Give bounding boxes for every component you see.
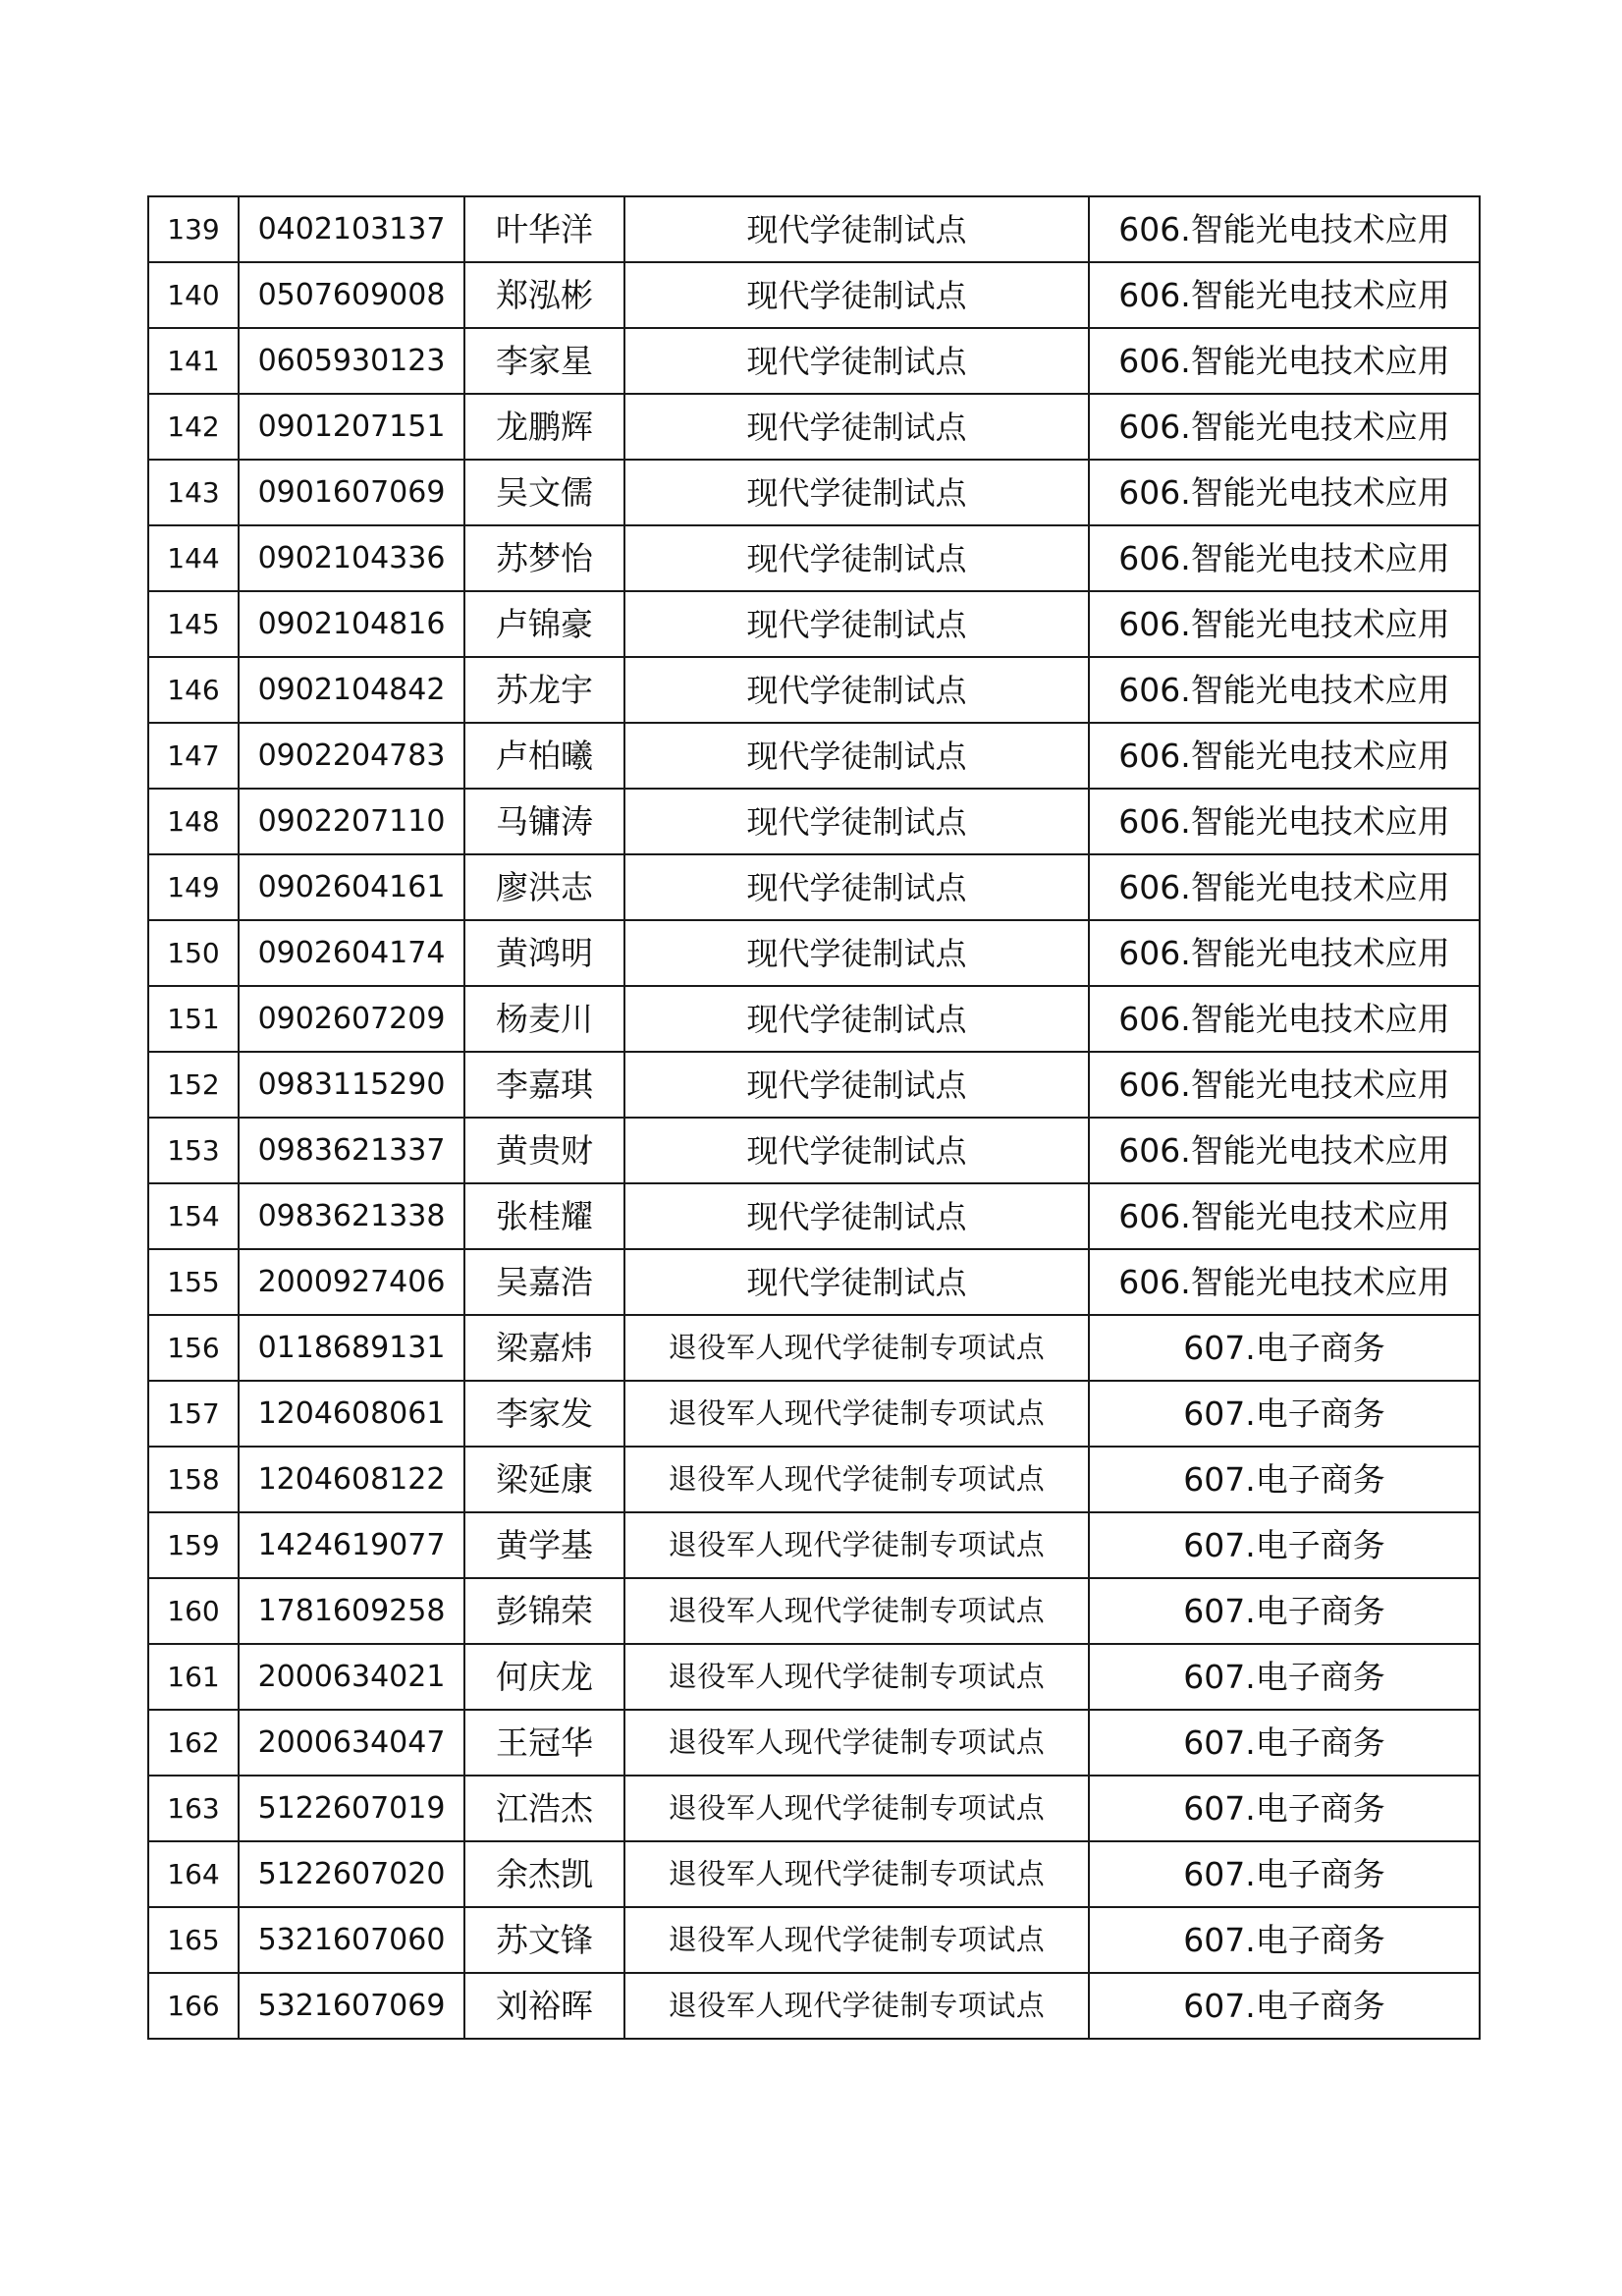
student-id-cell: 0901207151: [239, 394, 464, 460]
student-name-cell: 黄鸿明: [464, 920, 624, 986]
table-row: [148, 328, 1480, 394]
program-type-cell: 现代学徒制试点: [624, 196, 1089, 262]
table-row: [148, 920, 1480, 986]
student-id-cell: 0118689131: [239, 1315, 464, 1381]
major-cell: 607.电子商务: [1089, 1381, 1480, 1447]
row-number-cell: 152: [148, 1052, 239, 1118]
program-type-cell: 现代学徒制试点: [624, 1052, 1089, 1118]
program-type-cell: 现代学徒制试点: [624, 789, 1089, 854]
major-cell: 606.智能光电技术应用: [1089, 196, 1480, 262]
student-name-cell: 龙鹏辉: [464, 394, 624, 460]
row-number-cell: 153: [148, 1118, 239, 1183]
major-cell: 606.智能光电技术应用: [1089, 262, 1480, 328]
table-row: [148, 789, 1480, 854]
program-type-cell: 现代学徒制试点: [624, 723, 1089, 789]
row-number-cell: 151: [148, 986, 239, 1052]
major-cell: 607.电子商务: [1089, 1776, 1480, 1841]
student-name-cell: 黄贵财: [464, 1118, 624, 1183]
student-id-cell: 0902104816: [239, 591, 464, 657]
table-row: [148, 1644, 1480, 1710]
student-id-cell: 1424619077: [239, 1512, 464, 1578]
program-type-cell: 现代学徒制试点: [624, 262, 1089, 328]
table-row: [148, 1973, 1480, 2039]
table-row: [148, 591, 1480, 657]
row-number-cell: 160: [148, 1578, 239, 1644]
row-number-cell: 148: [148, 789, 239, 854]
table-row: [148, 394, 1480, 460]
student-name-cell: 苏梦怡: [464, 525, 624, 591]
student-id-cell: 0605930123: [239, 328, 464, 394]
student-name-cell: 吴文儒: [464, 460, 624, 525]
student-name-cell: 张桂耀: [464, 1183, 624, 1249]
program-type-cell: 现代学徒制试点: [624, 854, 1089, 920]
table-row: [148, 1512, 1480, 1578]
student-id-cell: 0902104842: [239, 657, 464, 723]
table-row: [148, 1841, 1480, 1907]
student-id-cell: 0902204783: [239, 723, 464, 789]
student-id-cell: 0902207110: [239, 789, 464, 854]
student-name-cell: 李嘉琪: [464, 1052, 624, 1118]
row-number-cell: 147: [148, 723, 239, 789]
student-name-cell: 何庆龙: [464, 1644, 624, 1710]
row-number-cell: 155: [148, 1249, 239, 1315]
major-cell: 606.智能光电技术应用: [1089, 657, 1480, 723]
row-number-cell: 162: [148, 1710, 239, 1776]
program-type-cell: 退役军人现代学徒制专项试点: [624, 1841, 1089, 1907]
student-id-cell: 2000634021: [239, 1644, 464, 1710]
student-name-cell: 梁嘉炜: [464, 1315, 624, 1381]
major-cell: 606.智能光电技术应用: [1089, 460, 1480, 525]
student-name-cell: 彭锦荣: [464, 1578, 624, 1644]
student-name-cell: 江浩杰: [464, 1776, 624, 1841]
student-id-cell: 0402103137: [239, 196, 464, 262]
major-cell: 607.电子商务: [1089, 1907, 1480, 1973]
student-id-cell: 5321607069: [239, 1973, 464, 2039]
row-number-cell: 140: [148, 262, 239, 328]
table-row: [148, 854, 1480, 920]
program-type-cell: 退役军人现代学徒制专项试点: [624, 1973, 1089, 2039]
program-type-cell: 现代学徒制试点: [624, 1249, 1089, 1315]
row-number-cell: 146: [148, 657, 239, 723]
major-cell: 606.智能光电技术应用: [1089, 1052, 1480, 1118]
major-cell: 606.智能光电技术应用: [1089, 525, 1480, 591]
student-id-cell: 1204608122: [239, 1447, 464, 1512]
major-cell: 606.智能光电技术应用: [1089, 328, 1480, 394]
student-name-cell: 李家星: [464, 328, 624, 394]
major-cell: 607.电子商务: [1089, 1447, 1480, 1512]
program-type-cell: 退役军人现代学徒制专项试点: [624, 1644, 1089, 1710]
row-number-cell: 158: [148, 1447, 239, 1512]
student-name-cell: 李家发: [464, 1381, 624, 1447]
student-name-cell: 杨麦川: [464, 986, 624, 1052]
table-row: [148, 1578, 1480, 1644]
program-type-cell: 现代学徒制试点: [624, 986, 1089, 1052]
table-row: [148, 460, 1480, 525]
program-type-cell: 退役军人现代学徒制专项试点: [624, 1447, 1089, 1512]
major-cell: 606.智能光电技术应用: [1089, 1118, 1480, 1183]
row-number-cell: 139: [148, 196, 239, 262]
program-type-cell: 退役军人现代学徒制专项试点: [624, 1315, 1089, 1381]
table-row: [148, 262, 1480, 328]
program-type-cell: 退役军人现代学徒制专项试点: [624, 1512, 1089, 1578]
row-number-cell: 165: [148, 1907, 239, 1973]
program-type-cell: 现代学徒制试点: [624, 394, 1089, 460]
program-type-cell: 退役军人现代学徒制专项试点: [624, 1907, 1089, 1973]
row-number-cell: 163: [148, 1776, 239, 1841]
student-name-cell: 卢锦豪: [464, 591, 624, 657]
student-name-cell: 廖洪志: [464, 854, 624, 920]
student-name-cell: 马镛涛: [464, 789, 624, 854]
program-type-cell: 现代学徒制试点: [624, 920, 1089, 986]
row-number-cell: 157: [148, 1381, 239, 1447]
table-row: [148, 986, 1480, 1052]
table-row: [148, 1249, 1480, 1315]
student-id-cell: 5122607020: [239, 1841, 464, 1907]
table-row: [148, 1315, 1480, 1381]
program-type-cell: 现代学徒制试点: [624, 657, 1089, 723]
major-cell: 606.智能光电技术应用: [1089, 854, 1480, 920]
student-name-cell: 郑泓彬: [464, 262, 624, 328]
row-number-cell: 142: [148, 394, 239, 460]
row-number-cell: 159: [148, 1512, 239, 1578]
program-type-cell: 现代学徒制试点: [624, 1183, 1089, 1249]
major-cell: 606.智能光电技术应用: [1089, 1249, 1480, 1315]
program-type-cell: 退役军人现代学徒制专项试点: [624, 1710, 1089, 1776]
table-row: [148, 1381, 1480, 1447]
major-cell: 606.智能光电技术应用: [1089, 394, 1480, 460]
student-id-cell: 0902604174: [239, 920, 464, 986]
row-number-cell: 156: [148, 1315, 239, 1381]
program-type-cell: 现代学徒制试点: [624, 460, 1089, 525]
table-row: [148, 1183, 1480, 1249]
row-number-cell: 141: [148, 328, 239, 394]
table-row: [148, 525, 1480, 591]
student-id-cell: 0902607209: [239, 986, 464, 1052]
major-cell: 606.智能光电技术应用: [1089, 723, 1480, 789]
student-id-cell: 1204608061: [239, 1381, 464, 1447]
major-cell: 607.电子商务: [1089, 1512, 1480, 1578]
program-type-cell: 现代学徒制试点: [624, 1118, 1089, 1183]
row-number-cell: 144: [148, 525, 239, 591]
table-row: [148, 1907, 1480, 1973]
student-name-cell: 梁延康: [464, 1447, 624, 1512]
major-cell: 607.电子商务: [1089, 1315, 1480, 1381]
row-number-cell: 143: [148, 460, 239, 525]
row-number-cell: 149: [148, 854, 239, 920]
student-id-cell: 1781609258: [239, 1578, 464, 1644]
row-number-cell: 150: [148, 920, 239, 986]
student-id-cell: 5321607060: [239, 1907, 464, 1973]
major-cell: 606.智能光电技术应用: [1089, 789, 1480, 854]
program-type-cell: 退役军人现代学徒制专项试点: [624, 1776, 1089, 1841]
table-row: [148, 723, 1480, 789]
student-id-cell: 2000634047: [239, 1710, 464, 1776]
student-name-cell: 叶华洋: [464, 196, 624, 262]
table-row: [148, 1710, 1480, 1776]
student-name-cell: 黄学基: [464, 1512, 624, 1578]
major-cell: 607.电子商务: [1089, 1841, 1480, 1907]
major-cell: 606.智能光电技术应用: [1089, 591, 1480, 657]
student-id-cell: 2000927406: [239, 1249, 464, 1315]
student-name-cell: 苏文锋: [464, 1907, 624, 1973]
program-type-cell: 退役军人现代学徒制专项试点: [624, 1381, 1089, 1447]
student-name-cell: 余杰凯: [464, 1841, 624, 1907]
student-id-cell: 5122607019: [239, 1776, 464, 1841]
student-id-cell: 0507609008: [239, 262, 464, 328]
major-cell: 607.电子商务: [1089, 1644, 1480, 1710]
student-name-cell: 卢柏曦: [464, 723, 624, 789]
major-cell: 607.电子商务: [1089, 1973, 1480, 2039]
program-type-cell: 现代学徒制试点: [624, 525, 1089, 591]
row-number-cell: 161: [148, 1644, 239, 1710]
major-cell: 606.智能光电技术应用: [1089, 986, 1480, 1052]
roster-table: [147, 195, 1481, 2040]
major-cell: 607.电子商务: [1089, 1578, 1480, 1644]
major-cell: 606.智能光电技术应用: [1089, 1183, 1480, 1249]
table-row: [148, 1776, 1480, 1841]
row-number-cell: 164: [148, 1841, 239, 1907]
student-id-cell: 0983621337: [239, 1118, 464, 1183]
student-name-cell: 吴嘉浩: [464, 1249, 624, 1315]
student-id-cell: 0983115290: [239, 1052, 464, 1118]
student-name-cell: 苏龙宇: [464, 657, 624, 723]
student-id-cell: 0983621338: [239, 1183, 464, 1249]
roster-table-body: [148, 196, 1480, 2039]
program-type-cell: 现代学徒制试点: [624, 591, 1089, 657]
table-row: [148, 1118, 1480, 1183]
major-cell: 607.电子商务: [1089, 1710, 1480, 1776]
row-number-cell: 166: [148, 1973, 239, 2039]
table-row: [148, 1447, 1480, 1512]
student-id-cell: 0902604161: [239, 854, 464, 920]
table-row: [148, 1052, 1480, 1118]
student-name-cell: 王冠华: [464, 1710, 624, 1776]
student-name-cell: 刘裕晖: [464, 1973, 624, 2039]
program-type-cell: 现代学徒制试点: [624, 328, 1089, 394]
student-id-cell: 0902104336: [239, 525, 464, 591]
major-cell: 606.智能光电技术应用: [1089, 920, 1480, 986]
table-row: [148, 657, 1480, 723]
row-number-cell: 154: [148, 1183, 239, 1249]
student-id-cell: 0901607069: [239, 460, 464, 525]
program-type-cell: 退役军人现代学徒制专项试点: [624, 1578, 1089, 1644]
row-number-cell: 145: [148, 591, 239, 657]
table-row: [148, 196, 1480, 262]
